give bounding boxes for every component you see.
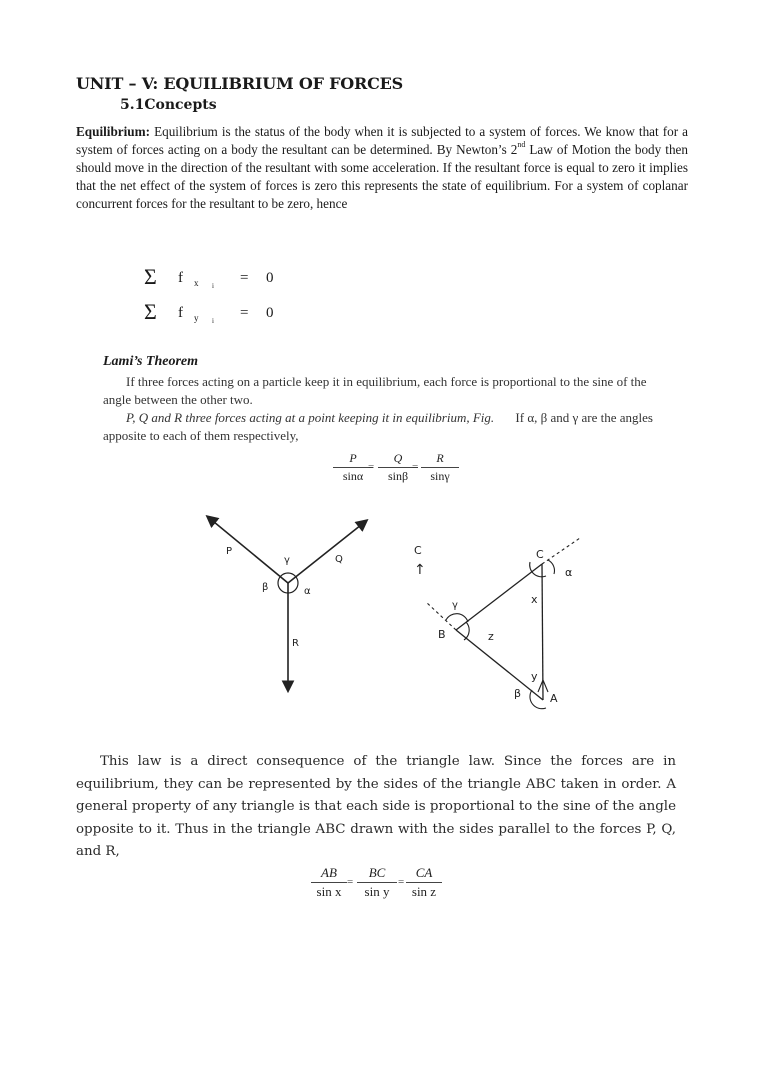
fraction-denominator: sin y xyxy=(364,884,390,899)
sigma-symbol: Σ xyxy=(144,264,157,289)
fraction-denominator: sinα xyxy=(342,469,364,483)
fraction-equals: = xyxy=(368,461,375,473)
equation-equals: = xyxy=(240,305,249,321)
label-c: C xyxy=(536,548,544,561)
triangle-fraction-ab xyxy=(311,865,347,900)
fraction-equals: = xyxy=(398,876,405,888)
force-triangle-diagram xyxy=(400,530,600,715)
side-ca xyxy=(542,564,543,700)
label-gamma: γ xyxy=(284,555,290,566)
equation-rhs: 0 xyxy=(266,270,274,286)
equation-f: f xyxy=(178,270,183,286)
section-heading: 5.1Concepts xyxy=(120,97,217,113)
equilibrium-term: Equilibrium: xyxy=(76,124,151,139)
lami-angles-sentence: If α, β and γ are the angles apposite to each of them respectively, xyxy=(103,410,653,443)
fraction-numerator: R xyxy=(421,451,459,468)
fraction-numerator: BC xyxy=(357,865,397,883)
equation-f: f xyxy=(178,305,183,321)
fraction-numerator: P xyxy=(333,451,373,468)
fraction-denominator: sinβ xyxy=(387,469,409,483)
fraction-denominator: sin x xyxy=(316,884,342,899)
fraction-numerator: CA xyxy=(406,865,442,883)
page-heading: UNIT – V: EQUILIBRIUM OF FORCES xyxy=(76,74,403,93)
lami-theorem-text xyxy=(103,373,665,445)
label-y: y xyxy=(531,670,538,683)
equation-index: i xyxy=(212,282,214,290)
label-p: P xyxy=(226,546,233,557)
side-bc xyxy=(456,564,542,630)
label-a: A xyxy=(550,692,558,705)
triangle-law-text: This law is a direct consequence of the triangle law. Since the forces are in equilibrium, they can be represented by the sides of the triangle ABC taken in order. A general property of any triangle is that each side is proportional to the sine of the angle opposite to it. Thus in the triangle ABC drawn with the sides parallel to the forces P, Q, and R, xyxy=(76,754,676,859)
fraction-numerator: Q xyxy=(378,451,418,468)
equation-sub: x xyxy=(194,278,199,288)
side-ab xyxy=(456,630,543,700)
label-x: x xyxy=(531,593,538,606)
angle-x-arc xyxy=(530,562,546,577)
equation-equals: = xyxy=(240,270,249,286)
label-beta: β xyxy=(514,687,522,700)
equilibrium-text-1: Equilibrium is the status of the body when it is subjected to a system of forces. We know that for a system of forces acting on a body the resultant can be determined. By Newton’s 2 xyxy=(76,124,688,157)
label-alpha: α xyxy=(565,566,573,579)
angle-alpha-arc xyxy=(548,560,554,574)
equilibrium-text-2: Law of Motion the body then should move in the direction of the resultant with some acceleration. If the resultant force is equal to zero it implies that the net effect of the system of forces is zero this represents the state of equilibrium. For a system of coplanar concurrent forces for the resultant to be zero, hence xyxy=(76,142,688,211)
angle-gamma-arc xyxy=(446,614,468,622)
triangle-law-paragraph xyxy=(76,751,676,864)
fraction-numerator: AB xyxy=(311,865,347,883)
label-z: z xyxy=(488,630,494,643)
label-q: Q xyxy=(335,554,343,565)
label-c-direction: C xyxy=(414,544,422,557)
label-beta: β xyxy=(262,582,269,593)
superscript-nd: nd xyxy=(517,140,526,149)
equilibrium-paragraph xyxy=(76,123,688,213)
lami-force-diagram xyxy=(190,505,390,705)
force-p-arrow xyxy=(208,517,288,583)
lami-fraction-p xyxy=(333,451,373,484)
fraction-denominator: sinγ xyxy=(430,469,450,483)
sigma-symbol: Σ xyxy=(144,299,157,324)
force-q-arrow xyxy=(288,521,366,583)
fraction-denominator: sin z xyxy=(411,884,437,899)
triangle-fraction-bc xyxy=(357,865,397,900)
label-gamma: γ xyxy=(452,600,458,611)
equation-sub: y xyxy=(194,313,199,323)
fraction-equals: = xyxy=(412,461,419,473)
label-alpha: α xyxy=(304,586,311,597)
extension-c xyxy=(542,538,580,564)
equation-rhs: 0 xyxy=(266,305,274,321)
arrow-up: ↑ xyxy=(414,562,426,578)
fraction-equals: = xyxy=(347,876,354,888)
lami-forces-sentence: P, Q and R three forces acting at a point keeping it in equilibrium, Fig. xyxy=(126,410,495,425)
label-b: B xyxy=(438,628,446,641)
lami-statement: If three forces acting on a particle keep it in equilibrium, each force is proportional to the sine of the angle between the other two. xyxy=(103,374,647,407)
label-r: R xyxy=(292,638,299,649)
lami-theorem-title: Lami’s Theorem xyxy=(103,354,199,369)
triangle-fraction-ca xyxy=(406,865,442,900)
equation-index: i xyxy=(212,317,214,325)
lami-fraction-r xyxy=(421,451,459,484)
